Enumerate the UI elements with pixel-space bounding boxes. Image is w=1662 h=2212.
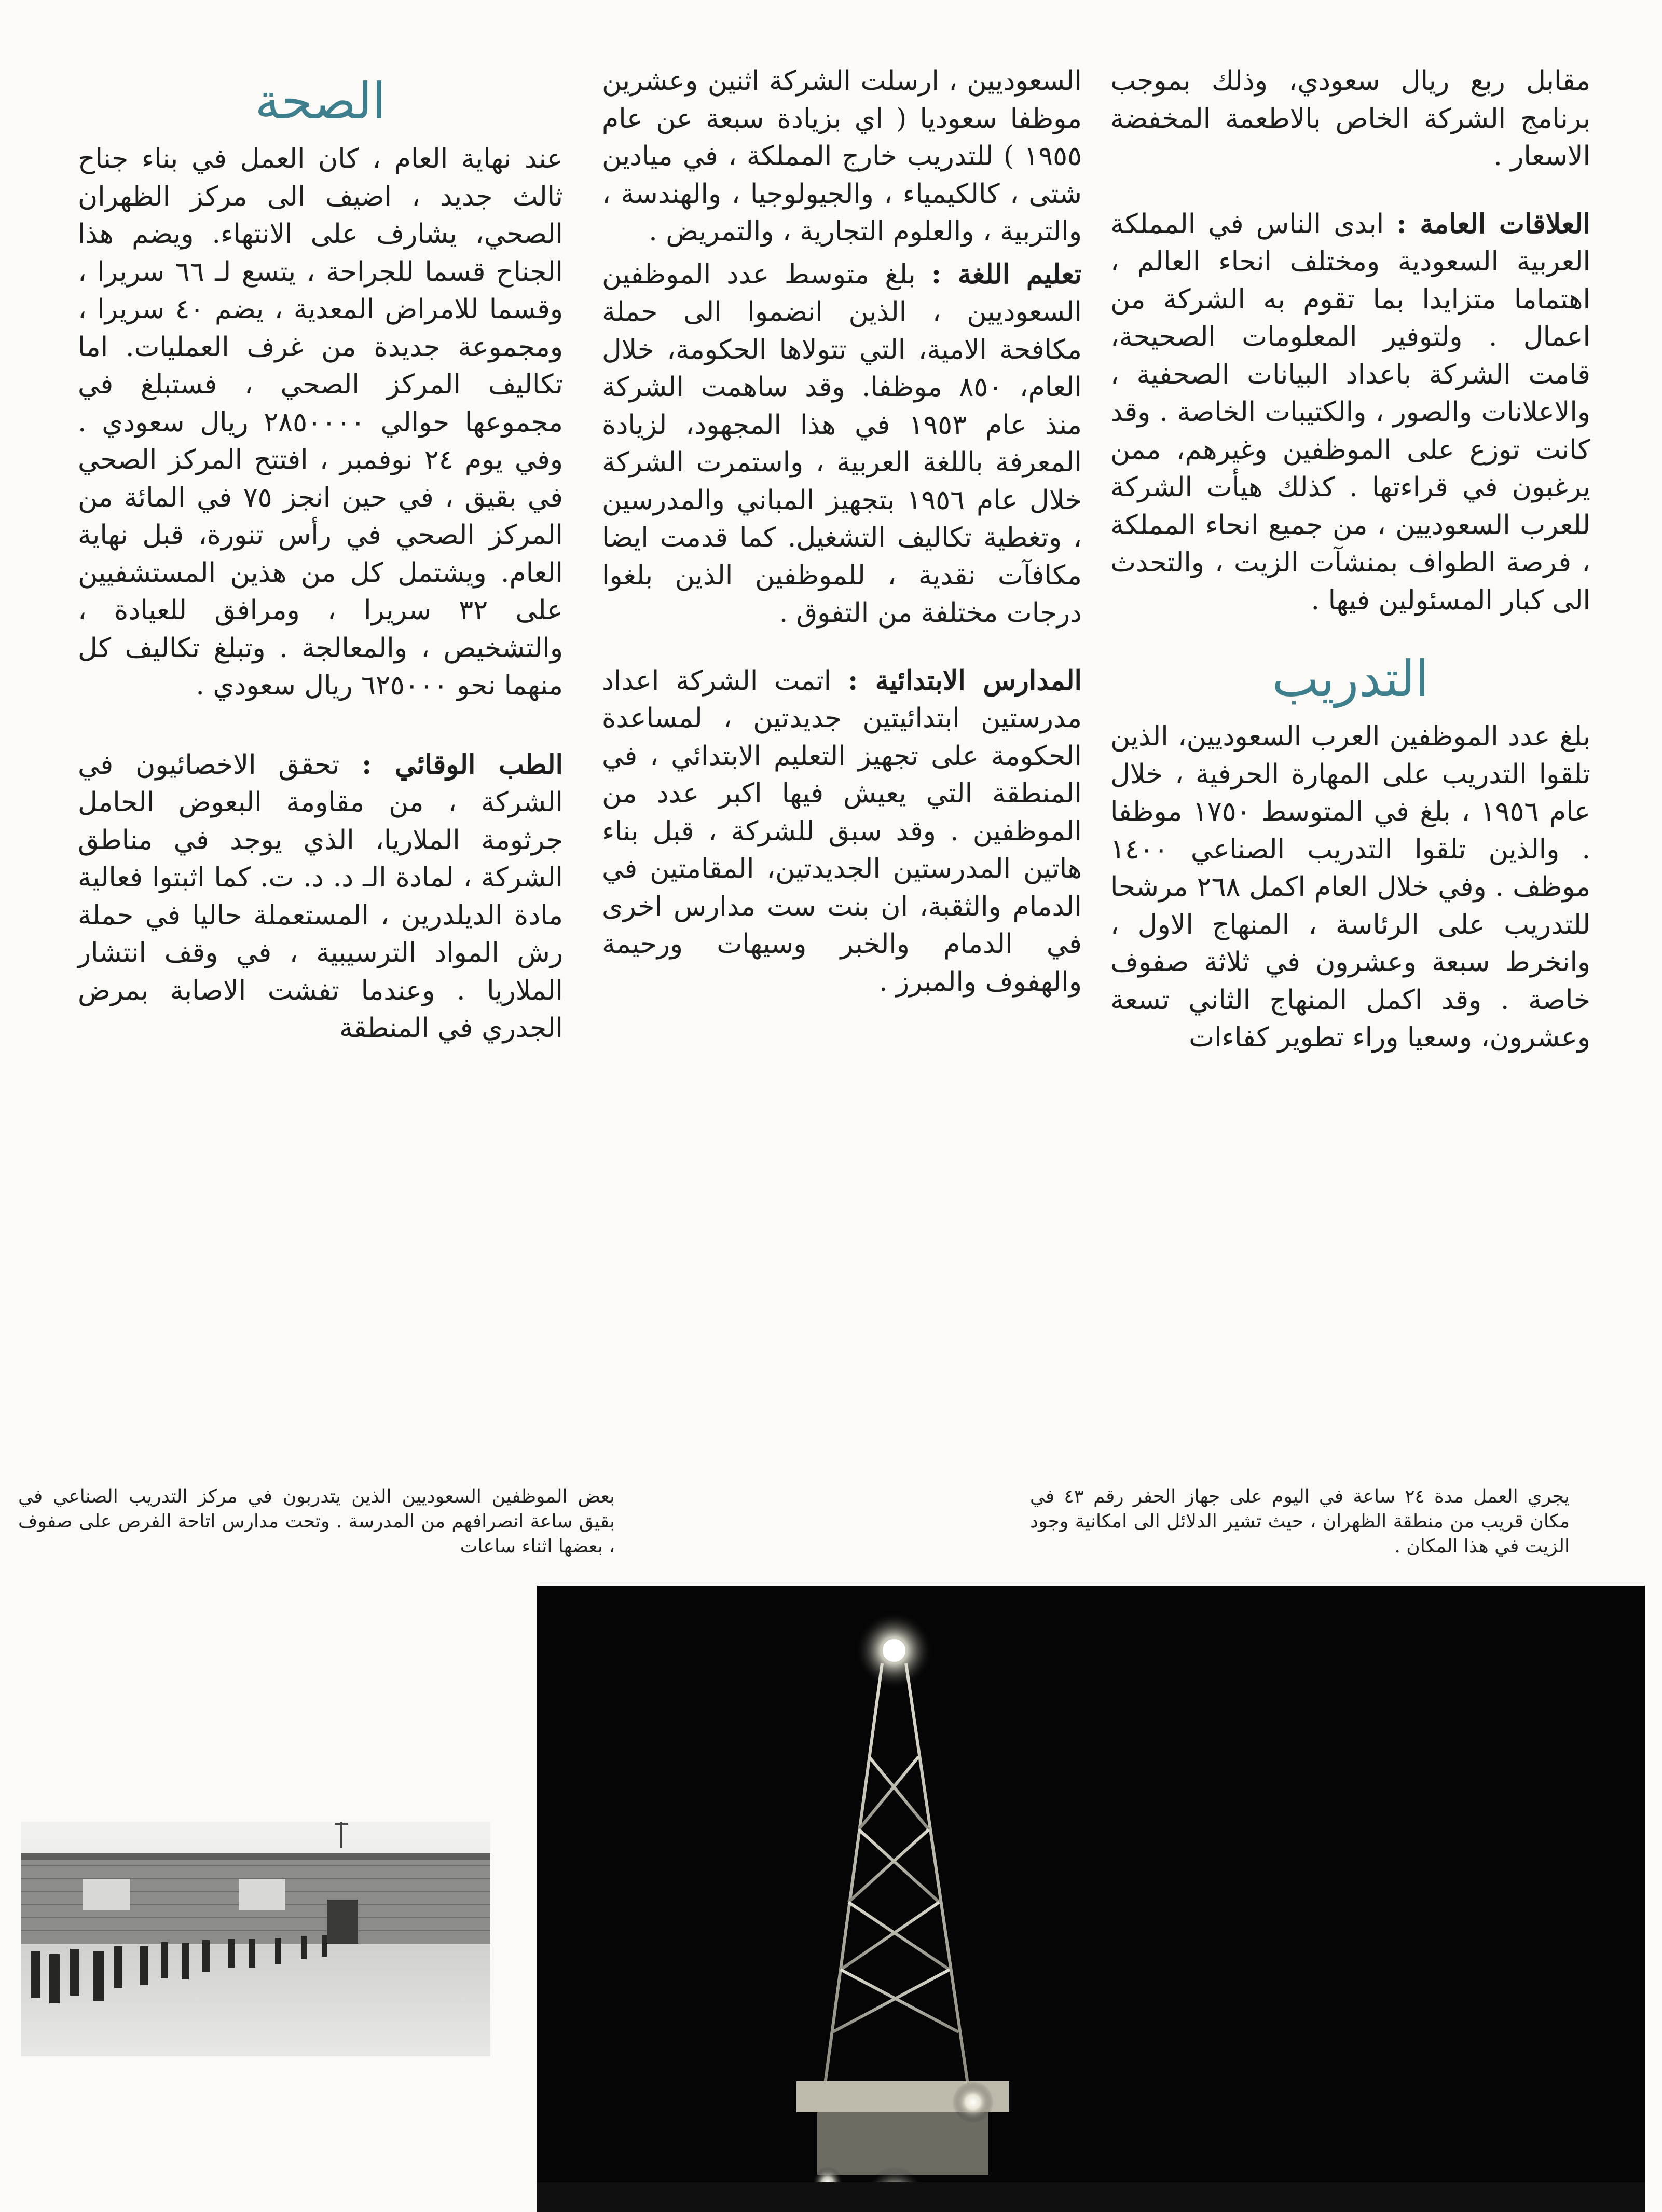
text-language-teaching: بلغ متوسط عدد الموظفين السعوديين ، الذين انضموا الى حملة مكافحة الامية، التي تتولاها الحكومة، خلال العام، ٨٥٠ موظفا. وقد ساهمت الشركة منذ عام ١٩٥٣ في هذا المجهود، لزيادة المعرفة باللغة العربية ، واستمرت الشركة خلال عام ١٩٥٦ بتجهيز المباني والمدرسين ، وتغطية تكاليف التشغيل. كما قدمت ايضا مكافآت نقدية ، للموظفين الذين بلغوا درجات مختلفة من التفوق . [602, 258, 1082, 629]
text-public-relations: ابدى الناس في المملكة العربية السعودية ومختلف انحاء العالم ، اهتماما متزايدا بما تقوم به الشركة من اعمال . ولتوفير المعلومات الصحيحة، قامت الشركة باعداد البيانات الصحفية ، والاعلانات والصور ، والكتيبات الخاصة . وقد كانت توزع على الموظفين وغيرهم، ممن يرغبون في قراءتها . كذلك هيأت الشركة للعرب السعوديين ، من جميع انحاء المملكة ، فرصة الطواف بمنشآت الزيت ، والتحدث الى كبار المسئولين فيها . [1110, 208, 1590, 616]
lead-public-relations: العلاقات العامة : [1396, 208, 1590, 240]
heading-training: التدريب [1272, 650, 1429, 708]
text-primary-schools: اتمت الشركة اعداد مدرستين ابتدائيتين جديدتين ، لمساعدة الحكومة على تجهيز التعليم الابتدائي ، في المنطقة التي يعيش فيها اكبر عدد من الموظفين . وقد سبق للشركة ، قبل بناء هاتين المدرستين الجديدتين، المقامتين في الدمام والثقبة، ان بنت ست مدارس اخرى في الدمام والخبر وسيهات ورحيمة والهفوف والمبرز . [602, 665, 1082, 998]
paragraph-overseas-training: السعوديين ، ارسلت الشركة اثنين وعشرين موظفا سعوديا ( اي بزيادة سبعة عن عام ١٩٥٥ ) للتدريب خارج المملكة ، في ميادين شتى ، كالكيمياء ، والجيولوجيا ، والهندسة ، والتربية ، والعلوم التجارية ، والتمريض . [602, 65, 1082, 247]
heading-health: الصحة [255, 72, 386, 130]
paragraph-language-teaching [602, 256, 1082, 632]
paragraph-training: بلغ عدد الموظفين العرب السعوديين، الذين تلقوا التدريب على المهارة الحرفية ، خلال عام ١٩٥٦ ، بلغ في المتوسط ١٧٥٠ موظفا . والذين تلقوا التدريب الصناعي ١٤٠٠ موظف . وفي خلال العام اكمل ٢٦٨ مرشحا للتدريب على الرئاسة ، المنهاج الاول ، وانخرط سبعة وعشرون في ثلاثة صفوف خاصة . وقد اكمل المنهاج الثاني تسعة وعشرون، وسعيا وراء تطوير كفاءات [1110, 721, 1590, 1053]
trainees-illustration [21, 1822, 490, 2056]
column-left [78, 62, 563, 1047]
column-right [1110, 62, 1590, 1057]
drilling-rig-illustration [537, 1586, 1645, 2212]
photo-drilling-rig [537, 1586, 1645, 2212]
photo-trainees-leaving-school [21, 1822, 490, 2056]
paragraph-public-relations [1110, 206, 1590, 620]
lead-primary-schools: المدارس الابتدائية : [848, 664, 1082, 697]
paragraph-food-program: مقابل ربع ريال سعودي، وذلك بموجب برنامج الشركة الخاص بالاطعمة المخفضة الاسعار . [1110, 65, 1590, 172]
lead-language-teaching: تعليم اللغة : [931, 258, 1082, 290]
paragraph-health-centers: عند نهاية العام ، كان العمل في بناء جناح ثالث جديد ، اضيف الى مركز الظهران الصحي، يشارف على الانتهاء. ويضم هذا الجناح قسما للجراحة ، يتسع لـ ٦٦ سريرا ، وقسما للامراض المعدية ، يضم ٤٠ سريرا ، ومجموعة جديدة من غرف العمليات. اما تكاليف المركز الصحي ، فستبلغ في مجموعها حوالي ٢٨٥٠٠٠٠ ريال سعودي . وفي يوم ٢٤ نوفمبر ، افتتح المركز الصحي في بقيق ، في حين انجز ٧٥ في المائة من المركز الصحي في رأس تنورة، قبل نهاية العام. ويشتمل كل من هذين المستشفيين على ٣٢ سريرا ، ومرافق للعيادة ، والتشخيص ، والمعالجة . وتبلغ تكاليف كل منهما نحو ٦٢٥٠٠٠ ريال سعودي . [78, 143, 564, 701]
column-middle [602, 62, 1082, 1001]
lead-preventive-medicine: الطب الوقائي : [362, 748, 563, 781]
caption-drilling-rig: يجري العمل مدة ٢٤ ساعة في اليوم على جهاز الحفر رقم ٤٣ في مكان قريب من منطقة الظهران ، حيث تشير الدلائل الى امكانية وجود الزيت في هذا المكان . [1030, 1486, 1570, 1557]
paragraph-preventive-medicine [78, 746, 563, 1047]
paragraph-primary-schools [602, 662, 1082, 1001]
text-preventive-medicine: تحقق الاخصائيون في الشركة ، من مقاومة البعوض الحامل جرثومة الملاريا، الذي يوجد في مناطق الشركة ، لمادة الـ د. د. ت. كما اثبتوا فعالية مادة الديلدرين ، المستعملة حاليا في حملة رش المواد الترسيبية ، في وقف انتشار الملاريا . وعندما تفشت الاصابة بمرض الجدري في المنطقة [78, 749, 564, 1044]
caption-trainees: بعض الموظفين السعوديين الذين يتدربون في مركز التدريب الصناعي في بقيق ساعة انصرافهم من المدرسة . وتحت مدارس اتاحة الفرص على صفوف ، بعضها اثناء ساعات [18, 1486, 615, 1557]
